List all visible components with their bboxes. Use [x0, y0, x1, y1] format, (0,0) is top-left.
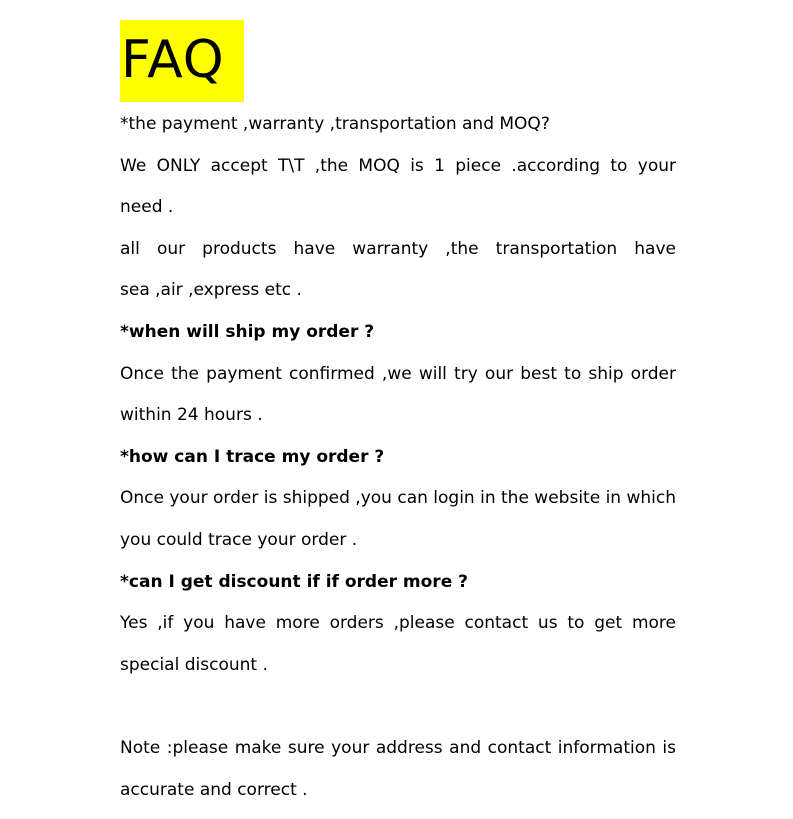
answer-discount-line: special discount .: [120, 654, 268, 675]
question-trace: *how can I trace my order ?: [120, 446, 385, 467]
answer-trace-line: Once your order is shipped ,you can login in the website in which: [120, 488, 676, 509]
note-line: accurate and correct .: [120, 779, 308, 800]
answer-payment-line: We ONLY accept T\T ,the MOQ is 1 piece .according to your: [120, 155, 676, 176]
answer-payment-line: all our products have warranty ,the transportation have: [120, 238, 676, 259]
spacer: [120, 686, 676, 728]
question-discount: *can I get discount if if order more ?: [120, 571, 469, 592]
answer-payment-line: sea ,air ,express etc .: [120, 280, 302, 301]
note-line: Note :please make sure your address and contact information is: [120, 737, 676, 758]
answer-shipping-line: within 24 hours .: [120, 405, 263, 426]
answer-shipping-line: Once the payment confirmed ,we will try our best to ship order: [120, 363, 676, 384]
question-payment: *the payment ,warranty ,transportation and MOQ?: [120, 114, 550, 134]
answer-trace-line: you could trace your order .: [120, 529, 358, 550]
answer-payment-line: need .: [120, 197, 174, 218]
faq-content: [120, 104, 676, 811]
question-shipping: *when will ship my order ?: [120, 321, 375, 342]
page-title: FAQ: [121, 30, 225, 90]
answer-discount-line: Yes ,if you have more orders ,please contact us to get more: [120, 613, 676, 634]
